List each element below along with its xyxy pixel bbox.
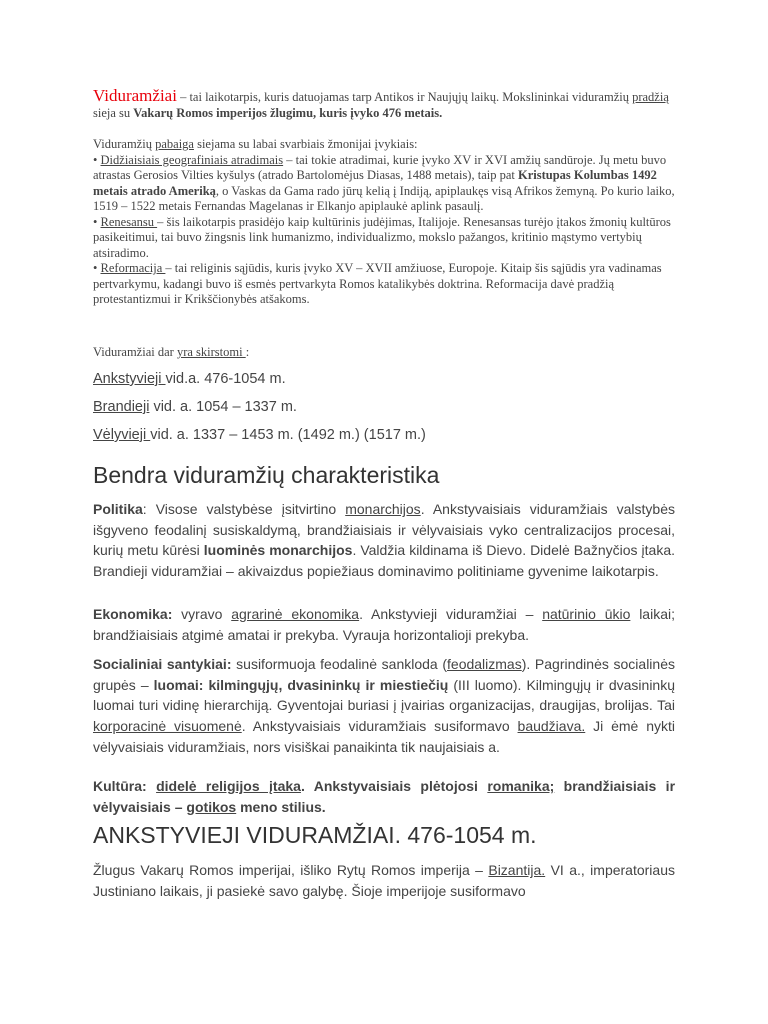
paragraph-text: meno stilius. [236, 798, 326, 815]
paragraph-text: . Valdžia kildinama iš Dievo. Didelė Bažnyčios įtaka. Brandieji viduramžiai – akivaizdus popiežiaus dominavimo politiniame gyvenime laikotarpis. [93, 542, 675, 580]
paragraph-text: . Ankstyvaisiais plėtojosi [300, 778, 488, 794]
period-dates: vid. a. 1054 – 1337 m. [149, 399, 297, 415]
list-item [93, 215, 679, 262]
list-item-text: – tai tokie atradimai, kurie įvyko XV ir XVI amžių sandūroje. Jų metu buvo atrastas Gerosios Vilties kyšulys (atrado Bartolomėjus Diasas, 1488 metais), taip pat [93, 152, 667, 182]
list-item [93, 153, 679, 215]
link-monarchijos[interactable]: monarchijos [345, 501, 421, 517]
period-dates: vid. a. 1337 – 1453 m. (1492 m.) (1517 m.) [150, 427, 426, 443]
periods-intro [93, 345, 679, 361]
list-item-bold: Kristupas Kolumbas 1492 metais atrado Ameriką [93, 168, 657, 198]
link-gotikos[interactable]: gotikos [186, 798, 237, 815]
link-skirstomi[interactable]: yra skirstomi [176, 345, 246, 359]
bullet: • [93, 214, 101, 229]
paragraph-text: . Ankstyvieji viduramžiai – [359, 606, 543, 622]
events-lead-text: siejama su labai svarbiais žmonijai įvykiais: [193, 137, 418, 151]
list-item [93, 261, 679, 308]
period-late [93, 427, 426, 443]
economy-paragraph [93, 604, 675, 645]
link-bizantija[interactable]: Bizantija. [488, 862, 546, 878]
paragraph-text: (III luomo). Kilmingųjų ir dvasininkų luomai turi vidinę hierarchiją. Gyventojai buriasi į įvairias organizacijas, draugijas, brolijas. Tai [93, 676, 675, 714]
paragraph-text: Ji ėmė nykti vėlyvaisiais viduramžiais, nors visiškai panaikinta tik naujaisiais a. [93, 718, 675, 755]
paragraph-text: laikai; brandžiaisiais atgimė amatai ir prekyba. Vyrauja horizontalioji prekyba. [93, 606, 675, 643]
link-geografiniai-atradimai[interactable]: Didžiaisiais geografiniais atradimais [100, 152, 284, 167]
bullet: • [93, 261, 101, 275]
economy-label: Ekonomika: [93, 606, 173, 622]
list-item-text: – šis laikotarpis prasidėjo kaip kultūrinis judėjimas, Italijoje. Renesansas turėjo įtakos žmonių kultūros pasikeitimui, tai buvo žingsnis link humanizmo, individualizmo, mokslo pažangos, kritinio mąstymo vertybių atsiradimo. [93, 214, 671, 260]
periods-intro-text: Viduramžiai dar [93, 345, 177, 359]
link-naturinio-ukio[interactable]: natūrinio ūkio [542, 606, 631, 622]
events-block [93, 137, 679, 308]
link-renesansas[interactable]: Renesansu [100, 214, 158, 229]
social-label: Socialiniai santykiai: [93, 656, 232, 672]
period-early [93, 371, 286, 387]
section-heading-general: Bendra viduramžių charakteristika [93, 462, 440, 488]
culture-label: Kultūra: [93, 778, 147, 794]
link-velyvieji[interactable]: Vėlyvieji [93, 427, 151, 443]
events-lead-text: Viduramžių [93, 137, 156, 151]
paragraph-text [147, 778, 156, 794]
paragraph-text: : Visose valstybėse įsitvirtino [142, 501, 346, 517]
link-romanika[interactable]: romanika; [487, 778, 555, 794]
list-item-text: , o Vaskas da Gama rado jūrų kelią į Indiją, apiplaukęs visą Afrikos žemyną. Po kurio laiko, 1519 – 1522 metais Fernandas Magelanas ir Elkanjo apiplaukė aplink pasaulį. [93, 183, 675, 213]
paragraph-text: . Ankstyvaisiais viduramžiais susiformavo [241, 718, 518, 735]
intro-text: sieja su [93, 105, 134, 120]
link-agrarine-ekonomika[interactable]: agrarinė ekonomika [231, 606, 360, 622]
intro-text: – tai laikotarpis, kuris datuojamas tarp Antikos ir Naujųjų laikų. Mokslininkai viduramžių [176, 90, 633, 104]
early-paragraph [93, 860, 675, 901]
title-word: Viduramžiai [93, 86, 177, 105]
paragraph-text: . Ankstyvaisiais viduramžiais valstybės išgyveno feodalinį susiskaldymą, brandžiaisiais ir vėlyvaisiais vyko centralizacijos procesai, kurių metu kūrėsi [93, 501, 675, 559]
paragraph-text: ). Pagrindinės socialinės grupės – [93, 656, 675, 693]
link-feodalizmas[interactable]: feodalizmas [447, 656, 522, 672]
politics-paragraph [93, 499, 675, 582]
period-mature [93, 399, 297, 415]
link-pradzia[interactable]: pradžią [632, 90, 669, 104]
link-ankstyvieji[interactable]: Ankstyvieji [93, 371, 166, 387]
link-korporacine-visuomene[interactable]: korporacinė visuomenė [93, 718, 242, 735]
paragraph-bold: luominės monarchijos [203, 542, 353, 559]
link-baudziava[interactable]: baudžiava. [517, 718, 586, 735]
link-pabaiga[interactable]: pabaiga [155, 137, 194, 151]
list-item-text: – tai religinis sąjūdis, kuris įvyko XV – XVII amžiuose, Europoje. Kitaip šis sąjūdis yra vadinamas pertvarkymu, kadangi buvo iš esmės pertvarkyta Romos katalikybės doktrina. Reformacija davė pradžią protestantizmui ir Krikščionybės atšakoms. [93, 261, 662, 306]
section-heading-early: ANKSTYVIEJI VIDURAMŽIAI. 476-1054 m. [93, 822, 537, 848]
paragraph-text: vyravo [172, 606, 232, 622]
intro-bold: Vakarų Romos imperijos žlugimu, kuris įvyko 476 metais. [133, 105, 443, 120]
period-dates: vid.a. 476-1054 m. [165, 371, 286, 387]
culture-paragraph [93, 776, 675, 817]
bullet: • [93, 152, 101, 167]
intro-paragraph [93, 88, 679, 121]
link-brandieji[interactable]: Brandieji [93, 399, 150, 415]
link-reformacija[interactable]: Reformacija [100, 261, 166, 275]
paragraph-text: brandžiaisiais ir vėlyvaisiais – [93, 778, 676, 815]
periods-intro-text: : [245, 345, 250, 359]
events-lead [93, 137, 679, 153]
paragraph-bold: luomai: kilmingųjų, dvasininkų ir miestiečių [153, 676, 449, 693]
politics-label: Politika [93, 501, 143, 517]
social-paragraph [93, 654, 675, 758]
paragraph-text: susiformuoja feodalinė sankloda ( [231, 656, 448, 672]
link-religijos-itaka[interactable]: didelė religijos įtaka [156, 778, 301, 794]
paragraph-text: VI a., imperatoriaus Justiniano laikais, ji pasiekė savo galybę. Šioje imperijoje susiformavo [93, 862, 675, 899]
paragraph-text: Žlugus Vakarų Romos imperijai, išliko Rytų Romos imperija – [93, 862, 489, 878]
